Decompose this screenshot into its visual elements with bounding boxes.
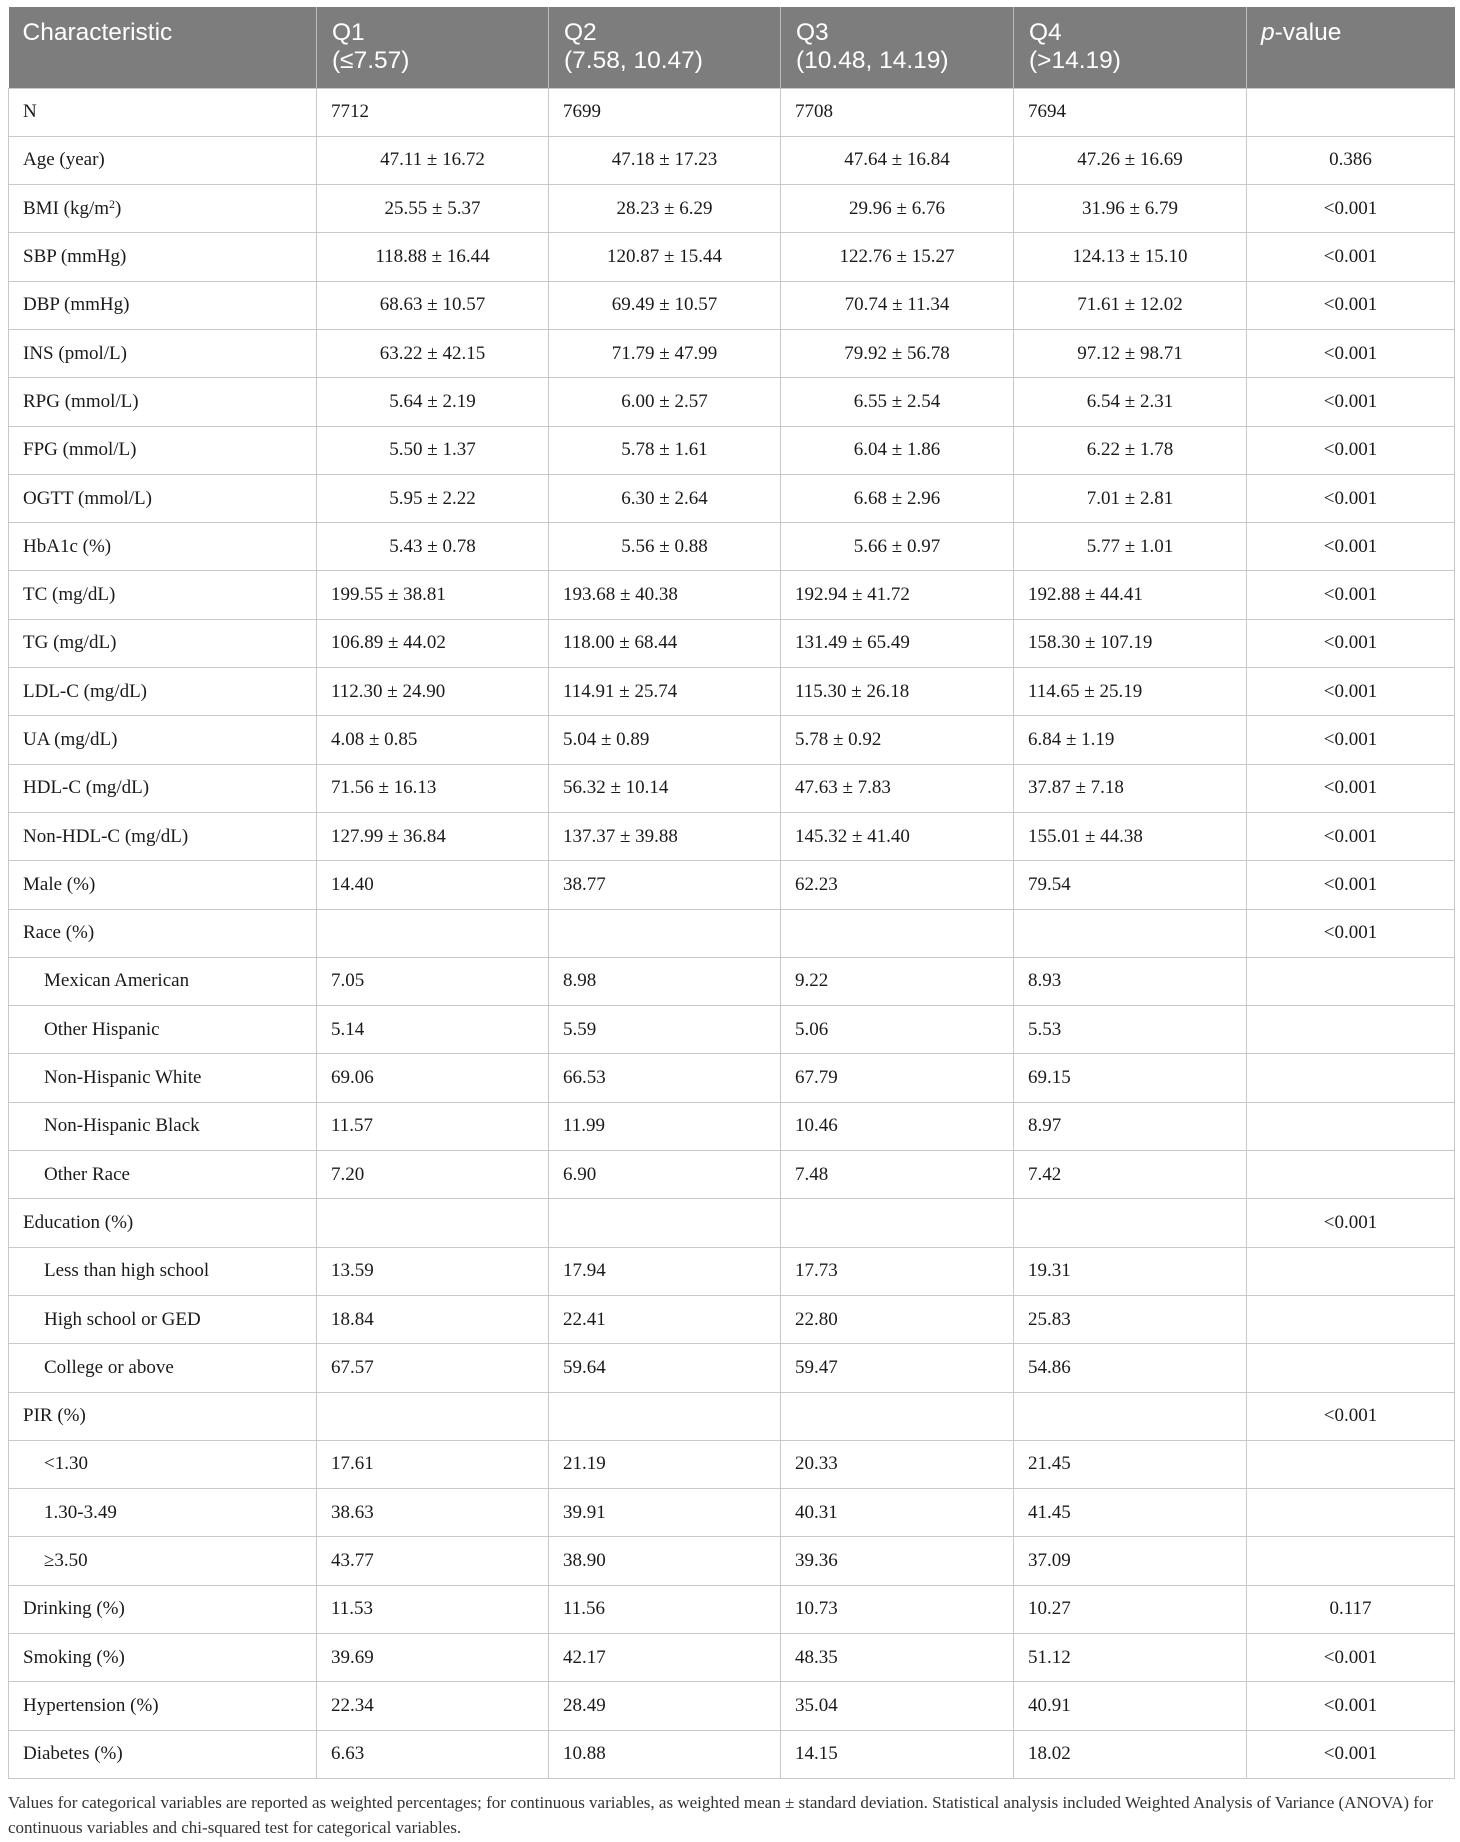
q3-value: 67.79	[781, 1054, 1014, 1102]
q4-value: 71.61 ± 12.02	[1014, 281, 1247, 329]
q1-value: 4.08 ± 0.85	[317, 716, 549, 764]
table-row	[9, 909, 1455, 957]
table-row	[9, 329, 1455, 377]
q1-value: 47.11 ± 16.72	[317, 136, 549, 184]
p-value	[1247, 1054, 1455, 1102]
header-q4-range: (>14.19)	[1029, 47, 1121, 74]
q3-value: 47.64 ± 16.84	[781, 136, 1014, 184]
header-p-suffix: -value	[1274, 19, 1342, 46]
table-row	[9, 1489, 1455, 1537]
q4-value: 5.77 ± 1.01	[1014, 523, 1247, 571]
q1-value: 5.50 ± 1.37	[317, 426, 549, 474]
q1-value: 39.69	[317, 1634, 549, 1682]
p-value	[1247, 1537, 1455, 1585]
header-q1-range: (≤7.57)	[332, 47, 410, 74]
q1-value: 5.43 ± 0.78	[317, 523, 549, 571]
p-value	[1247, 957, 1455, 1005]
q2-value: 71.79 ± 47.99	[549, 329, 781, 377]
table-row	[9, 1537, 1455, 1585]
q4-value: 6.22 ± 1.78	[1014, 426, 1247, 474]
row-label: Non-Hispanic Black	[9, 1102, 317, 1150]
row-label: UA (mg/dL)	[9, 716, 317, 764]
p-value: <0.001	[1247, 329, 1455, 377]
table-row	[9, 1730, 1455, 1778]
row-label: Hypertension (%)	[9, 1682, 317, 1730]
p-value: 0.117	[1247, 1585, 1455, 1633]
row-label: HbA1c (%)	[9, 523, 317, 571]
row-label: Other Race	[9, 1151, 317, 1199]
row-label: FPG (mmol/L)	[9, 426, 317, 474]
q1-value: 118.88 ± 16.44	[317, 233, 549, 281]
p-value: <0.001	[1247, 1682, 1455, 1730]
row-label: OGTT (mmol/L)	[9, 474, 317, 522]
q4-value: 5.53	[1014, 1006, 1247, 1054]
q3-value: 79.92 ± 56.78	[781, 329, 1014, 377]
table-row	[9, 185, 1455, 233]
q4-value: 31.96 ± 6.79	[1014, 185, 1247, 233]
header-q1	[317, 7, 549, 88]
q4-value: 7.42	[1014, 1151, 1247, 1199]
table-row	[9, 1006, 1455, 1054]
row-label: N	[9, 88, 317, 136]
table-row	[9, 523, 1455, 571]
table-row	[9, 1682, 1455, 1730]
q2-value: 69.49 ± 10.57	[549, 281, 781, 329]
q4-value: 158.30 ± 107.19	[1014, 619, 1247, 667]
q3-value: 122.76 ± 15.27	[781, 233, 1014, 281]
q4-value: 97.12 ± 98.71	[1014, 329, 1247, 377]
p-value: <0.001	[1247, 1634, 1455, 1682]
q2-value: 5.78 ± 1.61	[549, 426, 781, 474]
q1-value: 25.55 ± 5.37	[317, 185, 549, 233]
q2-value: 6.00 ± 2.57	[549, 378, 781, 426]
q2-value: 28.49	[549, 1682, 781, 1730]
header-row	[9, 7, 1455, 88]
p-value: <0.001	[1247, 185, 1455, 233]
row-label: Non-HDL-C (mg/dL)	[9, 812, 317, 860]
baseline-characteristics-table	[8, 7, 1454, 1779]
q3-value: 5.78 ± 0.92	[781, 716, 1014, 764]
superscript-2: 2	[109, 196, 116, 211]
header-p-italic: p	[1261, 19, 1275, 46]
p-value	[1247, 1489, 1455, 1537]
table-row	[9, 1634, 1455, 1682]
q4-value: 40.91	[1014, 1682, 1247, 1730]
q3-value: 6.04 ± 1.86	[781, 426, 1014, 474]
q2-value: 5.04 ± 0.89	[549, 716, 781, 764]
q1-value: 199.55 ± 38.81	[317, 571, 549, 619]
q1-value: 11.53	[317, 1585, 549, 1633]
p-value	[1247, 88, 1455, 136]
q3-value: 20.33	[781, 1440, 1014, 1488]
q1-value: 7.05	[317, 957, 549, 1005]
q2-value: 7699	[549, 88, 781, 136]
q2-value	[549, 909, 781, 957]
q2-value: 6.30 ± 2.64	[549, 474, 781, 522]
q3-value: 10.46	[781, 1102, 1014, 1150]
q4-value: 69.15	[1014, 1054, 1247, 1102]
table-row	[9, 474, 1455, 522]
q2-value: 120.87 ± 15.44	[549, 233, 781, 281]
table-body	[9, 88, 1455, 1778]
q4-value: 6.54 ± 2.31	[1014, 378, 1247, 426]
q2-value: 114.91 ± 25.74	[549, 668, 781, 716]
q4-value: 47.26 ± 16.69	[1014, 136, 1247, 184]
q4-value: 8.97	[1014, 1102, 1247, 1150]
header-q3-title: Q3	[796, 19, 829, 46]
table-row	[9, 281, 1455, 329]
q1-value: 43.77	[317, 1537, 549, 1585]
q3-value: 59.47	[781, 1344, 1014, 1392]
q3-value: 115.30 ± 26.18	[781, 668, 1014, 716]
q2-value: 28.23 ± 6.29	[549, 185, 781, 233]
q2-value	[549, 1392, 781, 1440]
q2-value: 38.90	[549, 1537, 781, 1585]
header-q1-title: Q1	[332, 19, 365, 46]
table-row	[9, 1295, 1455, 1343]
q2-value: 39.91	[549, 1489, 781, 1537]
q2-value: 21.19	[549, 1440, 781, 1488]
table-row	[9, 136, 1455, 184]
row-label: TC (mg/dL)	[9, 571, 317, 619]
q1-value: 5.64 ± 2.19	[317, 378, 549, 426]
table-row	[9, 378, 1455, 426]
p-value: <0.001	[1247, 1392, 1455, 1440]
q2-value: 118.00 ± 68.44	[549, 619, 781, 667]
table-row	[9, 88, 1455, 136]
q4-value: 79.54	[1014, 861, 1247, 909]
header-q2-title: Q2	[564, 19, 597, 46]
table-footnote: Values for categorical variables are reported as weighted percentages; for continuous variables, as weighted mean ± standard deviation. Statistical analysis included Weighted Analysis of Variance (ANOVA) for continuous variables and chi-squared test for categorical variables.	[8, 1793, 1434, 1837]
q4-value	[1014, 909, 1247, 957]
q1-value: 112.30 ± 24.90	[317, 668, 549, 716]
table-row	[9, 1585, 1455, 1633]
row-label: INS (pmol/L)	[9, 329, 317, 377]
p-value	[1247, 1006, 1455, 1054]
row-label: Mexican American	[9, 957, 317, 1005]
q2-value: 59.64	[549, 1344, 781, 1392]
q2-value: 42.17	[549, 1634, 781, 1682]
p-value: <0.001	[1247, 1730, 1455, 1778]
q2-value	[549, 1199, 781, 1247]
q4-value: 37.09	[1014, 1537, 1247, 1585]
p-value: <0.001	[1247, 668, 1455, 716]
q4-value: 192.88 ± 44.41	[1014, 571, 1247, 619]
q1-value: 68.63 ± 10.57	[317, 281, 549, 329]
p-value: <0.001	[1247, 474, 1455, 522]
q1-value: 5.95 ± 2.22	[317, 474, 549, 522]
header-characteristic: Characteristic	[22, 19, 173, 46]
q2-value: 11.56	[549, 1585, 781, 1633]
q3-value: 39.36	[781, 1537, 1014, 1585]
q3-value: 48.35	[781, 1634, 1014, 1682]
q3-value: 10.73	[781, 1585, 1014, 1633]
q3-value: 40.31	[781, 1489, 1014, 1537]
table-row	[9, 1440, 1455, 1488]
row-label: PIR (%)	[9, 1392, 317, 1440]
q3-value: 70.74 ± 11.34	[781, 281, 1014, 329]
q2-value: 56.32 ± 10.14	[549, 764, 781, 812]
q4-value: 41.45	[1014, 1489, 1247, 1537]
q1-value: 38.63	[317, 1489, 549, 1537]
q3-value: 35.04	[781, 1682, 1014, 1730]
q2-value: 38.77	[549, 861, 781, 909]
p-value: <0.001	[1247, 426, 1455, 474]
p-value	[1247, 1247, 1455, 1295]
p-value: <0.001	[1247, 812, 1455, 860]
header-p-value	[1247, 7, 1455, 88]
header-q2	[549, 7, 781, 88]
q4-value: 8.93	[1014, 957, 1247, 1005]
q4-value: 7694	[1014, 88, 1247, 136]
header-q4-title: Q4	[1029, 19, 1062, 46]
row-label: Education (%)	[9, 1199, 317, 1247]
q4-value: 114.65 ± 25.19	[1014, 668, 1247, 716]
p-value: <0.001	[1247, 571, 1455, 619]
q4-value: 21.45	[1014, 1440, 1247, 1488]
q3-value: 6.55 ± 2.54	[781, 378, 1014, 426]
table-row	[9, 1151, 1455, 1199]
q3-value: 6.68 ± 2.96	[781, 474, 1014, 522]
q3-value: 14.15	[781, 1730, 1014, 1778]
table-row	[9, 1392, 1455, 1440]
q3-value: 7708	[781, 88, 1014, 136]
data-table	[8, 7, 1455, 1779]
q2-value: 5.56 ± 0.88	[549, 523, 781, 571]
q4-value	[1014, 1199, 1247, 1247]
q3-value: 5.66 ± 0.97	[781, 523, 1014, 571]
q4-value: 37.87 ± 7.18	[1014, 764, 1247, 812]
p-value: <0.001	[1247, 233, 1455, 281]
p-value: 0.386	[1247, 136, 1455, 184]
row-label: Male (%)	[9, 861, 317, 909]
row-label: Other Hispanic	[9, 1006, 317, 1054]
q2-value: 5.59	[549, 1006, 781, 1054]
q3-value: 145.32 ± 41.40	[781, 812, 1014, 860]
p-value	[1247, 1344, 1455, 1392]
table-row	[9, 571, 1455, 619]
table-row	[9, 861, 1455, 909]
q3-value: 131.49 ± 65.49	[781, 619, 1014, 667]
q2-value: 193.68 ± 40.38	[549, 571, 781, 619]
q3-value	[781, 909, 1014, 957]
q4-value: 124.13 ± 15.10	[1014, 233, 1247, 281]
table-header	[9, 7, 1455, 88]
q4-value	[1014, 1392, 1247, 1440]
row-label: 1.30-3.49	[9, 1489, 317, 1537]
q1-value: 22.34	[317, 1682, 549, 1730]
table-row	[9, 233, 1455, 281]
q1-value: 106.89 ± 44.02	[317, 619, 549, 667]
table-row	[9, 716, 1455, 764]
q3-value: 29.96 ± 6.76	[781, 185, 1014, 233]
q1-value	[317, 1392, 549, 1440]
row-label: Age (year)	[9, 136, 317, 184]
row-label: College or above	[9, 1344, 317, 1392]
q1-value: 127.99 ± 36.84	[317, 812, 549, 860]
q3-value: 5.06	[781, 1006, 1014, 1054]
header-q2-range: (7.58, 10.47)	[564, 47, 703, 74]
p-value: <0.001	[1247, 619, 1455, 667]
q3-value	[781, 1392, 1014, 1440]
p-value: <0.001	[1247, 909, 1455, 957]
header-q3	[781, 7, 1014, 88]
table-row	[9, 668, 1455, 716]
table-row	[9, 1054, 1455, 1102]
q3-value: 9.22	[781, 957, 1014, 1005]
table-row	[9, 764, 1455, 812]
q4-value: 10.27	[1014, 1585, 1247, 1633]
p-value: <0.001	[1247, 281, 1455, 329]
row-label: Non-Hispanic White	[9, 1054, 317, 1102]
q1-value: 63.22 ± 42.15	[317, 329, 549, 377]
q1-value: 11.57	[317, 1102, 549, 1150]
q4-value: 155.01 ± 44.38	[1014, 812, 1247, 860]
row-label: SBP (mmHg)	[9, 233, 317, 281]
row-label: Diabetes (%)	[9, 1730, 317, 1778]
q1-value: 5.14	[317, 1006, 549, 1054]
q1-value: 14.40	[317, 861, 549, 909]
row-label: <1.30	[9, 1440, 317, 1488]
table-row	[9, 957, 1455, 1005]
q2-value: 8.98	[549, 957, 781, 1005]
q3-value: 17.73	[781, 1247, 1014, 1295]
q4-value: 54.86	[1014, 1344, 1247, 1392]
p-value: <0.001	[1247, 1199, 1455, 1247]
q1-value	[317, 1199, 549, 1247]
p-value: <0.001	[1247, 378, 1455, 426]
row-label: RPG (mmol/L)	[9, 378, 317, 426]
table-row	[9, 426, 1455, 474]
q2-value: 17.94	[549, 1247, 781, 1295]
q3-value: 62.23	[781, 861, 1014, 909]
p-value	[1247, 1440, 1455, 1488]
table-row	[9, 1199, 1455, 1247]
q1-value: 71.56 ± 16.13	[317, 764, 549, 812]
q2-value: 47.18 ± 17.23	[549, 136, 781, 184]
p-value: <0.001	[1247, 764, 1455, 812]
q1-value: 17.61	[317, 1440, 549, 1488]
header-q4	[1014, 7, 1247, 88]
row-label: High school or GED	[9, 1295, 317, 1343]
row-label: ≥3.50	[9, 1537, 317, 1585]
q4-value: 51.12	[1014, 1634, 1247, 1682]
row-label: Race (%)	[9, 909, 317, 957]
q1-value: 6.63	[317, 1730, 549, 1778]
table-row	[9, 619, 1455, 667]
q3-value: 47.63 ± 7.83	[781, 764, 1014, 812]
q3-value	[781, 1199, 1014, 1247]
row-label: LDL-C (mg/dL)	[9, 668, 317, 716]
row-label: Drinking (%)	[9, 1585, 317, 1633]
q2-value: 22.41	[549, 1295, 781, 1343]
q4-value: 7.01 ± 2.81	[1014, 474, 1247, 522]
table-row	[9, 1344, 1455, 1392]
table-row	[9, 812, 1455, 860]
q1-value: 7.20	[317, 1151, 549, 1199]
q4-value: 6.84 ± 1.19	[1014, 716, 1247, 764]
q4-value: 19.31	[1014, 1247, 1247, 1295]
row-label: Less than high school	[9, 1247, 317, 1295]
table-row	[9, 1247, 1455, 1295]
row-label: TG (mg/dL)	[9, 619, 317, 667]
p-value	[1247, 1151, 1455, 1199]
q2-value: 66.53	[549, 1054, 781, 1102]
q2-value: 6.90	[549, 1151, 781, 1199]
p-value: <0.001	[1247, 716, 1455, 764]
p-value	[1247, 1102, 1455, 1150]
q3-value: 192.94 ± 41.72	[781, 571, 1014, 619]
q1-value: 13.59	[317, 1247, 549, 1295]
q3-value: 7.48	[781, 1151, 1014, 1199]
row-label: BMI $(kg/m^2)$	[9, 185, 317, 233]
q1-value: 18.84	[317, 1295, 549, 1343]
row-label: Smoking (%)	[9, 1634, 317, 1682]
p-value: <0.001	[1247, 523, 1455, 571]
row-label: HDL-C (mg/dL)	[9, 764, 317, 812]
header-q3-range: (10.48, 14.19)	[796, 47, 949, 74]
q1-value: 7712	[317, 88, 549, 136]
q1-value: 67.57	[317, 1344, 549, 1392]
q2-value: 11.99	[549, 1102, 781, 1150]
table-row	[9, 1102, 1455, 1150]
q1-value: 69.06	[317, 1054, 549, 1102]
q4-value: 25.83	[1014, 1295, 1247, 1343]
q4-value: 18.02	[1014, 1730, 1247, 1778]
p-value: <0.001	[1247, 861, 1455, 909]
q3-value: 22.80	[781, 1295, 1014, 1343]
row-label: DBP (mmHg)	[9, 281, 317, 329]
q1-value	[317, 909, 549, 957]
p-value	[1247, 1295, 1455, 1343]
q2-value: 137.37 ± 39.88	[549, 812, 781, 860]
q2-value: 10.88	[549, 1730, 781, 1778]
